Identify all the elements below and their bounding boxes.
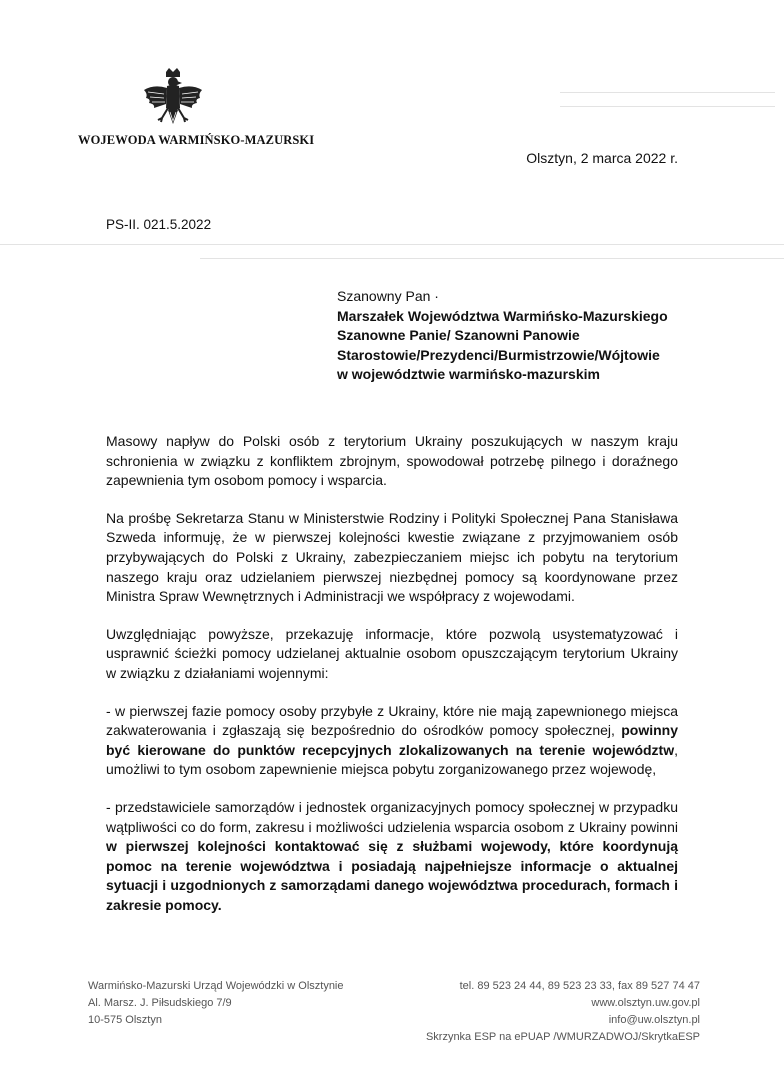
scan-artifact	[200, 258, 784, 259]
polish-eagle-emblem-icon	[142, 68, 204, 132]
footer-contact	[426, 978, 700, 1046]
paragraph-text: - przedstawiciele samorządów i jednostek organizacyjnych pomocy społecznej w przypadku wątpliwości co do form, zakresu i możliwości udzielenia wsparcia osobom z Ukrainy powinni	[106, 798, 678, 835]
recipient-line: Marszałek Województwa Warmińsko-Mazurskiego	[337, 307, 668, 324]
scan-artifact	[560, 106, 775, 107]
letter-body	[106, 432, 678, 933]
body-paragraph: Na prośbę Sekretarza Stanu w Ministerstwie Rodziny i Polityki Społecznej Pana Stanisława Szweda informuję, że w pierwszej kolejności kwestie związane z przyjmowaniem osób przybywających do Polski z Ukrainy, zabezpieczaniem miejsc ich pobytu na terytorium naszego kraju oraz udzielaniem pierwszej niezbędnej pomocy są koordynowane przez Ministra Spraw Wewnętrznych i Administracji we współpracy z wojewodami.	[106, 509, 678, 605]
body-paragraph: Uwzględniając powyższe, przekazuję informacje, które pozwolą usystematyzować i usprawnić ścieżki pomocy udzielanej aktualnie osobom opuszczającym terytorium Ukrainy w związku z działaniami wojennymi:	[106, 625, 678, 681]
recipient-block	[337, 287, 668, 385]
footer-phone: tel. 89 523 24 44, 89 523 23 33, fax 89 527 74 47	[459, 980, 700, 992]
recipient-line: Starostowie/Prezydenci/Burmistrzowie/Wójtowie	[337, 346, 660, 363]
letter-date: Olsztyn, 2 marca 2022 r.	[526, 150, 678, 166]
recipient-line: Szanowny Pan ·	[337, 288, 439, 304]
paragraph-emphasis: powinny być kierowane do punktów recepcyjnych zlokalizowanych na terenie województw	[106, 722, 678, 758]
paragraph-text: , umożliwi to tym osobom zapewnienie miejsca pobytu zorganizowanego przez wojewodę,	[106, 741, 678, 778]
reference-number: PS-II. 021.5.2022	[106, 217, 212, 232]
footer-address	[88, 978, 344, 1029]
body-paragraph	[106, 798, 678, 916]
footer-line: Warmińsko-Mazurski Urząd Wojewódzki w Olsztynie	[88, 980, 344, 992]
body-paragraph	[106, 702, 678, 780]
scan-artifact	[0, 244, 784, 245]
footer-website: www.olsztyn.uw.gov.pl	[591, 997, 700, 1009]
footer-email: info@uw.olsztyn.pl	[608, 1014, 700, 1026]
footer-line: 10-575 Olsztyn	[88, 1014, 162, 1026]
scan-artifact	[560, 92, 775, 93]
body-paragraph: Masowy napływ do Polski osób z terytorium Ukrainy poszukujących w naszym kraju schronienia w związku z konfliktem zbrojnym, spowodował potrzebę pilnego i doraźnego zapewnienia tym osobom pomocy i wsparcia.	[106, 433, 678, 489]
recipient-line: w województwie warmińsko-mazurskim	[337, 366, 600, 382]
footer-line: Al. Marsz. J. Piłsudskiego 7/9	[88, 997, 232, 1009]
paragraph-emphasis: w pierwszej kolejności kontaktować się z służbami wojewody, które koordynują pomoc na terenie województwa i posiadają najpełniejsze informacje o aktualnej sytuacji i uzgodnionych z samorządami danego województwa procedurach, formach i zakresie pomocy.	[106, 838, 678, 913]
recipient-line: Szanowne Panie/ Szanowni Panowie	[337, 327, 580, 343]
paragraph-text: - w pierwszej fazie pomocy osoby przybyłe z Ukrainy, które nie mają zapewnionego miejsca zakwaterowania i zgłaszają się bezpośrednio do ośrodków pomocy społecznej,	[106, 702, 678, 739]
footer-epuap: Skrzynka ESP na ePUAP /WMURZADWOJ/SkrytkaESP	[425, 1031, 700, 1043]
office-name: WOJEWODA WARMIŃSKO-MAZURSKI	[78, 133, 315, 147]
